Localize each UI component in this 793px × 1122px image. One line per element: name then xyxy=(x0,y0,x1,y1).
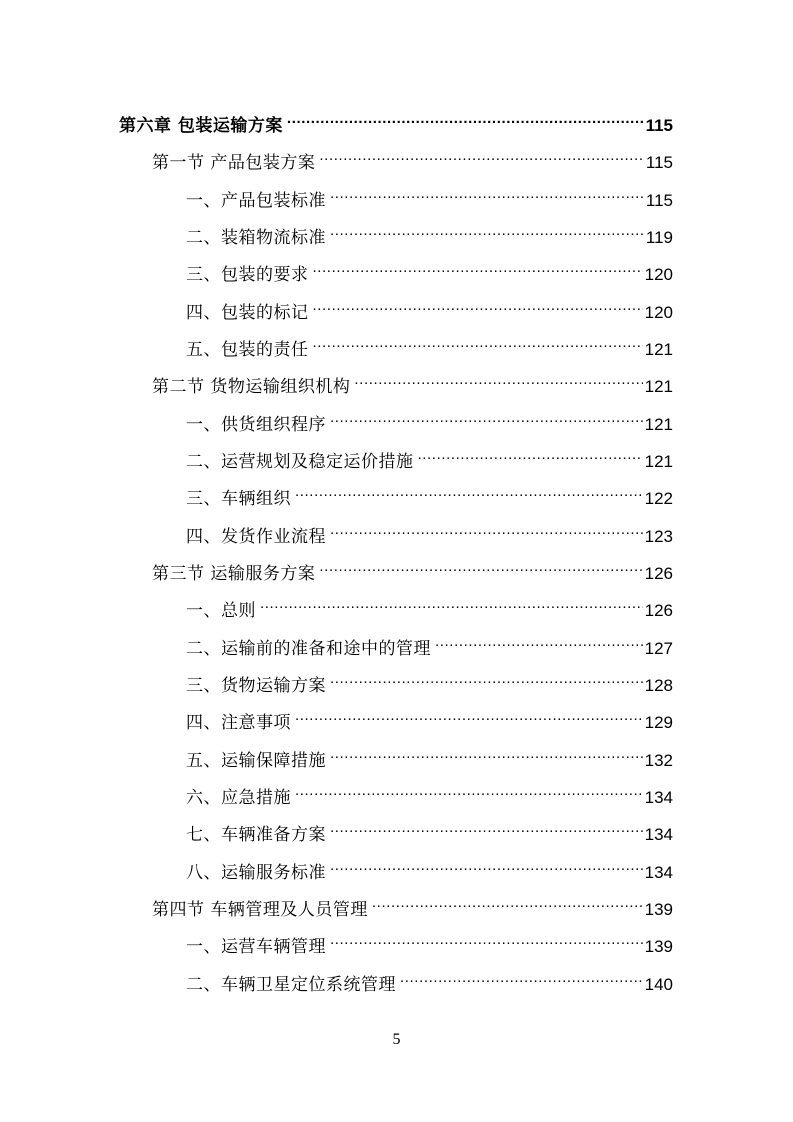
toc-entry-page: 127 xyxy=(644,639,673,658)
toc-entry-label: 一、产品包装标准 xyxy=(186,191,326,211)
toc-entry[interactable] xyxy=(186,443,673,472)
toc-entry-page: 128 xyxy=(644,676,673,695)
toc-entry-page: 123 xyxy=(644,527,673,546)
toc-entry-page: 121 xyxy=(644,340,673,359)
toc-entry-label: 四、发货作业流程 xyxy=(186,527,326,547)
toc-leader-dots xyxy=(418,443,643,467)
toc-leader-dots xyxy=(313,331,643,355)
toc-leader-dots xyxy=(330,742,643,766)
toc-entry-page: 139 xyxy=(644,937,673,956)
toc-entry-label: 三、车辆组织 xyxy=(186,489,291,509)
toc-entry-page: 132 xyxy=(644,751,673,770)
toc-entry[interactable] xyxy=(186,779,673,808)
toc-entry[interactable] xyxy=(152,368,673,397)
toc-leader-dots xyxy=(330,667,643,691)
toc-entry-label: 七、车辆准备方案 xyxy=(186,825,326,845)
toc-entry-label: 第一节 产品包装方案 xyxy=(152,153,316,173)
toc-leader-dots xyxy=(330,816,643,840)
toc-entry-label: 第六章 包装运输方案 xyxy=(119,116,283,136)
toc-entry-label: 四、包装的标记 xyxy=(186,303,309,323)
toc-entry-page: 119 xyxy=(645,228,673,247)
toc-leader-dots xyxy=(319,555,642,579)
toc-entry[interactable] xyxy=(186,704,673,733)
toc-entry-page: 139 xyxy=(644,900,673,919)
toc-entry-page: 122 xyxy=(644,489,673,508)
toc-entry-page: 121 xyxy=(644,452,673,471)
toc-leader-dots xyxy=(313,294,643,318)
toc-leader-dots xyxy=(372,891,643,915)
toc-entry-label: 五、包装的责任 xyxy=(186,340,309,360)
toc-entry-page: 134 xyxy=(644,788,673,807)
toc-entry[interactable] xyxy=(186,182,673,211)
toc-entry[interactable] xyxy=(186,630,673,659)
toc-leader-dots xyxy=(313,256,643,280)
toc-entry-page: 120 xyxy=(644,303,673,322)
toc-entry[interactable] xyxy=(186,480,673,509)
page-number: 5 xyxy=(392,1031,401,1048)
toc-leader-dots xyxy=(295,704,643,728)
toc-entry-label: 二、运营规划及稳定运价措施 xyxy=(186,452,414,472)
toc-entry-label: 一、运营车辆管理 xyxy=(186,937,326,957)
toc-entry-page: 115 xyxy=(645,191,673,210)
toc-entry[interactable] xyxy=(186,667,673,696)
toc-leader-dots xyxy=(435,630,643,654)
toc-entry[interactable] xyxy=(186,331,673,360)
toc-entry[interactable] xyxy=(119,107,673,136)
toc-entry[interactable] xyxy=(186,966,673,995)
toc-leader-dots xyxy=(319,144,643,168)
toc-leader-dots xyxy=(330,854,643,878)
toc-entry-page: 126 xyxy=(644,601,673,620)
toc-entry-label: 一、总则 xyxy=(186,601,256,621)
toc-leader-dots xyxy=(330,928,643,952)
toc-leader-dots xyxy=(354,368,642,392)
toc-entry-label: 六、应急措施 xyxy=(186,788,291,808)
toc-leader-dots xyxy=(260,592,643,616)
toc-entry-page: 126 xyxy=(644,564,673,583)
toc-entry-page: 120 xyxy=(644,265,673,284)
toc-entry-page: 115 xyxy=(645,153,673,172)
toc-leader-dots xyxy=(400,966,643,990)
toc-entry-page: 134 xyxy=(644,825,673,844)
toc-entry[interactable] xyxy=(186,518,673,547)
toc-entry[interactable] xyxy=(186,742,673,771)
toc-entry-label: 一、供货组织程序 xyxy=(186,415,326,435)
toc-leader-dots xyxy=(330,406,643,430)
toc-entry[interactable] xyxy=(186,928,673,957)
toc-entry[interactable] xyxy=(152,555,673,584)
toc-entry[interactable] xyxy=(186,592,673,621)
toc-entry[interactable] xyxy=(186,294,673,323)
toc-entry[interactable] xyxy=(186,816,673,845)
toc-entry-label: 三、货物运输方案 xyxy=(186,676,326,696)
toc-entry[interactable] xyxy=(152,144,673,173)
toc-leader-dots xyxy=(295,779,643,803)
toc-entry[interactable] xyxy=(186,406,673,435)
toc-entry[interactable] xyxy=(186,219,673,248)
toc-entry-page: 134 xyxy=(644,863,673,882)
toc-leader-dots xyxy=(330,182,644,206)
toc-entry-page: 121 xyxy=(644,377,673,396)
toc-entry[interactable] xyxy=(186,256,673,285)
toc-entry-page: 140 xyxy=(644,975,673,994)
toc-entry-label: 四、注意事项 xyxy=(186,713,291,733)
toc-entry[interactable] xyxy=(152,891,673,920)
toc-entry-label: 三、包装的要求 xyxy=(186,265,309,285)
toc-entry-label: 第四节 车辆管理及人员管理 xyxy=(152,900,368,920)
toc-entry-label: 二、车辆卫星定位系统管理 xyxy=(186,975,396,995)
toc-entry-label: 第二节 货物运输组织机构 xyxy=(152,377,351,397)
toc-entry-page: 129 xyxy=(644,713,673,732)
toc-entry-label: 第三节 运输服务方案 xyxy=(152,564,316,584)
toc-entry-label: 八、运输服务标准 xyxy=(186,863,326,883)
toc-entry-page: 115 xyxy=(645,116,673,135)
toc-entry-label: 二、运输前的准备和途中的管理 xyxy=(186,639,431,659)
toc-leader-dots xyxy=(295,480,643,504)
toc-entry-page: 121 xyxy=(644,415,673,434)
toc-entry-label: 五、运输保障措施 xyxy=(186,751,326,771)
toc-leader-dots xyxy=(330,219,644,243)
toc-leader-dots xyxy=(330,518,643,542)
toc-leader-dots xyxy=(287,107,644,131)
toc-entry-label: 二、装箱物流标准 xyxy=(186,228,326,248)
toc-entry[interactable] xyxy=(186,854,673,883)
